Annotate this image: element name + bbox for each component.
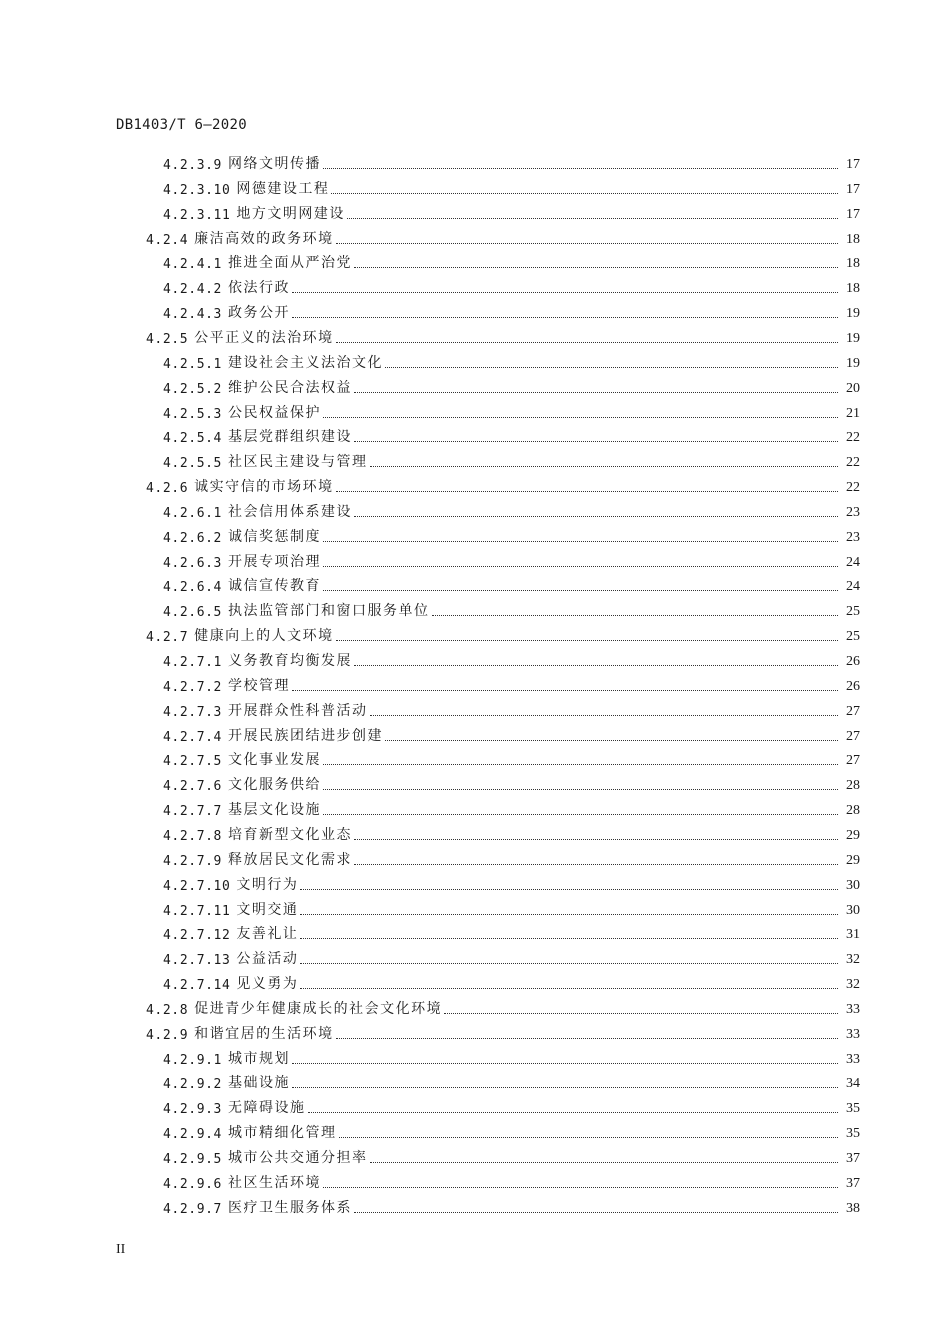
- toc-entry-number: 4.2.9.7: [163, 1201, 222, 1217]
- toc-entry[interactable]: [163, 725, 860, 745]
- toc-entry[interactable]: [163, 1048, 860, 1068]
- toc-entry-number: 4.2.9.3: [163, 1102, 222, 1118]
- toc-entry-number: 4.2.5.4: [163, 431, 222, 447]
- toc-entry-number: 4.2.6.5: [163, 605, 222, 621]
- toc-entry[interactable]: [163, 774, 860, 794]
- toc-entry-number: 4.2.7.6: [163, 779, 222, 795]
- toc-entry-page: 17: [846, 157, 860, 172]
- toc-dot-leader: [336, 640, 838, 641]
- toc-dot-leader: [385, 367, 838, 368]
- toc-entry-number: 4.2.4: [146, 232, 189, 248]
- toc-entry[interactable]: [163, 650, 860, 670]
- toc-entry[interactable]: [163, 1147, 860, 1167]
- toc-entry-number: 4.2.6.4: [163, 580, 222, 596]
- toc-entry-title: 开展群众性科普活动: [228, 702, 368, 719]
- toc-entry[interactable]: [163, 899, 860, 919]
- toc-entry[interactable]: [163, 874, 860, 894]
- toc-entry[interactable]: [163, 1197, 860, 1217]
- toc-entry-page: 34: [846, 1076, 860, 1092]
- toc-entry-title: 开展民族团结进步创建: [228, 727, 383, 744]
- toc-dot-leader: [300, 988, 838, 989]
- toc-entry-page: 30: [846, 902, 860, 918]
- toc-entry-page: 35: [846, 1126, 860, 1142]
- toc-dot-leader: [300, 938, 838, 939]
- toc-dot-leader: [370, 466, 839, 467]
- toc-entry-number: 4.2.5.3: [163, 406, 222, 422]
- toc-entry-number: 4.2.8: [146, 1002, 189, 1018]
- toc-entry-page: 27: [846, 703, 860, 719]
- toc-entry-title: 文明行为: [236, 876, 299, 893]
- toc-entry-title: 网络文明传播: [228, 156, 321, 172]
- toc-entry[interactable]: [163, 402, 860, 422]
- toc-entry-number: 4.2.9.4: [163, 1127, 222, 1143]
- toc-dot-leader: [354, 665, 838, 666]
- toc-entry-number: 4.2.7.2: [163, 679, 222, 695]
- toc-dot-leader: [444, 1013, 838, 1014]
- toc-entry[interactable]: [163, 252, 860, 272]
- toc-dot-leader: [323, 168, 838, 169]
- toc-entry[interactable]: [163, 178, 860, 198]
- toc-entry-title: 公民权益保护: [228, 404, 321, 421]
- toc-entry-title: 城市规划: [228, 1050, 290, 1067]
- toc-entry-number: 4.2.7.3: [163, 704, 222, 720]
- toc-entry[interactable]: [163, 203, 860, 223]
- toc-entry-page: 26: [846, 678, 860, 694]
- toc-entry-number: 4.2.3.9: [163, 158, 222, 173]
- toc-entry-page: 33: [846, 1051, 860, 1067]
- toc-entry-page: 28: [846, 803, 860, 819]
- toc-entry-page: 37: [846, 1151, 860, 1166]
- toc-entry-title: 社区生活环境: [228, 1174, 321, 1191]
- toc-entry-page: 25: [846, 629, 860, 645]
- toc-entry-number: 4.2.7.1: [163, 655, 222, 670]
- toc-dot-leader: [292, 690, 838, 691]
- toc-entry-page: 19: [846, 306, 860, 322]
- toc-dot-leader: [292, 1087, 838, 1088]
- toc-entry-page: 27: [846, 728, 860, 744]
- toc-dot-leader: [354, 1212, 838, 1213]
- toc-dot-leader: [336, 1038, 838, 1039]
- toc-entry-number: 4.2.7.9: [163, 853, 222, 869]
- toc-dot-leader: [339, 1137, 839, 1138]
- toc-entry-title: 网德建设工程: [236, 180, 330, 197]
- toc-entry-number: 4.2.4.3: [163, 307, 222, 323]
- toc-entry-page: 23: [846, 529, 860, 545]
- toc-entry-title: 维护公民合法权益: [228, 379, 352, 396]
- toc-entry-title: 公益活动: [236, 951, 299, 968]
- toc-entry-page: 19: [846, 355, 860, 371]
- toc-dot-leader: [354, 839, 838, 840]
- toc-entry-page: 24: [846, 554, 860, 570]
- toc-entry-page: 18: [846, 256, 860, 272]
- toc-entry-title: 文化事业发展: [228, 752, 321, 769]
- toc-entry-page: 24: [846, 579, 860, 595]
- toc-entry-title: 推进全面从严治党: [228, 255, 352, 272]
- toc-entry[interactable]: [163, 600, 860, 620]
- toc-dot-leader: [323, 814, 838, 815]
- toc-dot-leader: [354, 441, 838, 442]
- toc-entry[interactable]: [146, 998, 860, 1018]
- toc-entry-number: 4.2.9.6: [163, 1176, 222, 1192]
- toc-entry-number: 4.2.7.5: [163, 754, 222, 770]
- toc-entry-number: 4.2.7.14: [163, 978, 231, 994]
- toc-entry-number: 4.2.6: [146, 481, 189, 497]
- toc-entry-page: 22: [846, 430, 860, 446]
- toc-dot-leader: [331, 193, 838, 194]
- toc-entry[interactable]: [163, 1172, 860, 1192]
- toc-entry-title: 社会信用体系建设: [228, 503, 352, 520]
- toc-dot-leader: [354, 864, 838, 865]
- toc-entry[interactable]: [163, 973, 860, 993]
- toc-entry-number: 4.2.4.1: [163, 257, 222, 273]
- toc-entry-title: 基层文化设施: [228, 802, 321, 819]
- toc-entry-title: 城市精细化管理: [228, 1125, 337, 1142]
- toc-entry-page: 29: [846, 852, 860, 868]
- toc-entry-page: 17: [846, 206, 860, 222]
- toc-entry[interactable]: [146, 327, 860, 347]
- toc-entry[interactable]: [163, 551, 860, 571]
- toc-entry-title: 友善礼让: [236, 926, 299, 943]
- toc-entry-page: 38: [846, 1200, 860, 1216]
- toc-entry-page: 35: [846, 1101, 860, 1117]
- toc-entry[interactable]: [163, 302, 860, 322]
- toc-dot-leader: [354, 267, 838, 268]
- toc-entry-number: 4.2.6.3: [163, 555, 222, 571]
- toc-entry-page: 27: [846, 753, 860, 769]
- toc-entry[interactable]: [163, 948, 860, 968]
- toc-entry[interactable]: [163, 501, 860, 521]
- toc-entry-page: 33: [846, 1026, 860, 1042]
- toc-entry-number: 4.2.7.7: [163, 804, 222, 820]
- toc-entry-title: 促进青少年健康成长的社会文化环境: [194, 1000, 443, 1017]
- toc-entry-page: 20: [846, 380, 860, 396]
- toc-entry-title: 文明交通: [236, 901, 299, 918]
- toc-entry-page: 37: [846, 1175, 860, 1191]
- toc-dot-leader: [323, 1187, 838, 1188]
- toc-dot-leader: [323, 590, 838, 591]
- toc-entry[interactable]: [163, 1097, 860, 1117]
- toc-entry-number: 4.2.9: [146, 1027, 189, 1043]
- toc-entry[interactable]: [163, 352, 860, 372]
- toc-entry-page: 32: [846, 952, 860, 968]
- toc-entry-title: 政务公开: [228, 305, 290, 322]
- toc-dot-leader: [336, 243, 838, 244]
- page-number: II: [116, 1242, 126, 1257]
- toc-entry[interactable]: [163, 749, 860, 769]
- toc-entry[interactable]: [146, 476, 860, 496]
- toc-entry-number: 4.2.9.1: [163, 1052, 222, 1068]
- toc-entry-number: 4.2.6.2: [163, 530, 222, 546]
- toc-entry-title: 基础设施: [228, 1075, 290, 1092]
- toc-entry-number: 4.2.3.11: [163, 207, 231, 223]
- toc-entry[interactable]: [163, 824, 860, 844]
- toc-entry-title: 无障碍设施: [228, 1100, 306, 1117]
- toc-entry-title: 社区民主建设与管理: [228, 454, 368, 471]
- toc-dot-leader: [292, 1063, 838, 1064]
- toc-entry-title: 开展专项治理: [228, 553, 321, 570]
- toc-dot-leader: [323, 566, 838, 567]
- toc-entry[interactable]: [163, 799, 860, 819]
- toc-entry-title: 基层党群组织建设: [228, 429, 352, 446]
- toc-entry-title: 诚信宣传教育: [228, 578, 321, 595]
- toc-entry-page: 18: [846, 281, 860, 297]
- toc-dot-leader: [323, 789, 838, 790]
- toc-entry[interactable]: [163, 849, 860, 869]
- toc-entry[interactable]: [163, 526, 860, 546]
- toc-entry[interactable]: [163, 700, 860, 720]
- toc-dot-leader: [336, 342, 838, 343]
- toc-entry-title: 医疗卫生服务体系: [228, 1199, 352, 1216]
- toc-entry[interactable]: [163, 426, 860, 446]
- toc-entry-title: 文化服务供给: [228, 777, 321, 794]
- toc-entry-number: 4.2.7.11: [163, 903, 231, 919]
- toc-dot-leader: [323, 417, 838, 418]
- toc-entry-page: 22: [846, 480, 860, 496]
- toc-entry[interactable]: [163, 377, 860, 397]
- toc-entry-number: 4.2.7.4: [163, 729, 222, 745]
- toc-entry-page: 32: [846, 977, 860, 993]
- toc-entry-title: 培育新型文化业态: [228, 826, 352, 843]
- toc-entry-number: 4.2.7.13: [163, 953, 231, 969]
- toc-entry-page: 19: [846, 330, 860, 346]
- toc-dot-leader: [300, 889, 838, 890]
- toc-dot-leader: [354, 392, 838, 393]
- toc-dot-leader: [347, 218, 838, 219]
- toc-dot-leader: [300, 914, 838, 915]
- toc-dot-leader: [336, 491, 838, 492]
- toc-entry-number: 4.2.5.5: [163, 456, 222, 472]
- toc-entry[interactable]: [163, 1072, 860, 1092]
- toc-entry-title: 城市公共交通分担率: [228, 1150, 368, 1166]
- toc-entry-page: 31: [846, 927, 860, 943]
- toc-entry-number: 4.2.6.1: [163, 505, 222, 521]
- toc-entry[interactable]: [146, 625, 860, 645]
- toc-entry-number: 4.2.9.2: [163, 1077, 222, 1093]
- toc-entry-title: 建设社会主义法治文化: [228, 354, 383, 371]
- toc-entry-title: 见义勇为: [236, 976, 299, 993]
- toc-entry-number: 4.2.9.5: [163, 1152, 222, 1167]
- toc-entry-title: 义务教育均衡发展: [228, 653, 352, 669]
- toc-entry-title: 廉洁高效的政务环境: [194, 230, 334, 247]
- toc-entry-page: 22: [846, 455, 860, 471]
- toc-entry-title: 和谐宜居的生活环境: [194, 1025, 334, 1042]
- toc-entry-title: 诚实守信的市场环境: [194, 479, 334, 496]
- toc-entry-title: 依法行政: [228, 280, 290, 297]
- toc-entry-title: 学校管理: [228, 677, 290, 694]
- toc-entry-number: 4.2.4.2: [163, 282, 222, 298]
- toc-entry-number: 4.2.7.10: [163, 878, 231, 894]
- toc-entry[interactable]: [146, 228, 860, 248]
- toc-dot-leader: [292, 292, 838, 293]
- document-code: DB1403/T 6—2020: [116, 117, 247, 133]
- toc-entry[interactable]: [163, 1122, 860, 1142]
- toc-entry-page: 30: [846, 877, 860, 893]
- toc-dot-leader: [385, 740, 838, 741]
- toc-dot-leader: [432, 615, 839, 616]
- toc-entry-title: 地方文明网建设: [236, 205, 345, 222]
- toc-dot-leader: [323, 764, 838, 765]
- toc-entry-page: 29: [846, 827, 860, 843]
- toc-entry-number: 4.2.5: [146, 331, 189, 347]
- toc-entry-page: 25: [846, 604, 860, 620]
- toc-entry[interactable]: [163, 153, 860, 173]
- toc-entry-page: 26: [846, 654, 860, 669]
- toc-dot-leader: [292, 317, 838, 318]
- toc-entry-number: 4.2.7.8: [163, 828, 222, 844]
- toc-entry-number: 4.2.7.12: [163, 928, 231, 944]
- toc-entry[interactable]: [163, 575, 860, 595]
- toc-entry-page: 28: [846, 778, 860, 794]
- toc-entry-page: 21: [846, 405, 860, 421]
- toc-entry[interactable]: [163, 675, 860, 695]
- toc-dot-leader: [308, 1112, 839, 1113]
- toc-dot-leader: [323, 541, 838, 542]
- toc-entry[interactable]: [163, 451, 860, 471]
- toc-entry-page: 33: [846, 1001, 860, 1017]
- toc-entry[interactable]: [163, 923, 860, 943]
- toc-entry-number: 4.2.5.1: [163, 356, 222, 372]
- toc-dot-leader: [354, 516, 838, 517]
- toc-entry[interactable]: [163, 277, 860, 297]
- toc-entry-title: 释放居民文化需求: [228, 851, 352, 868]
- toc-entry-number: 4.2.3.10: [163, 182, 231, 198]
- toc-entry-title: 健康向上的人文环境: [194, 628, 334, 645]
- toc-dot-leader: [370, 715, 839, 716]
- toc-entry-page: 18: [846, 231, 860, 247]
- toc-dot-leader: [370, 1162, 839, 1163]
- toc-entry[interactable]: [146, 1023, 860, 1043]
- toc-entry-number: 4.2.5.2: [163, 381, 222, 397]
- toc-entry-number: 4.2.7: [146, 630, 189, 646]
- toc-entry-page: 23: [846, 504, 860, 520]
- toc-entry-page: 17: [846, 181, 860, 197]
- toc-entry-title: 公平正义的法治环境: [194, 329, 334, 346]
- toc-entry-title: 诚信奖惩制度: [228, 528, 321, 545]
- toc-entry-title: 执法监管部门和窗口服务单位: [228, 603, 430, 620]
- toc-dot-leader: [300, 963, 838, 964]
